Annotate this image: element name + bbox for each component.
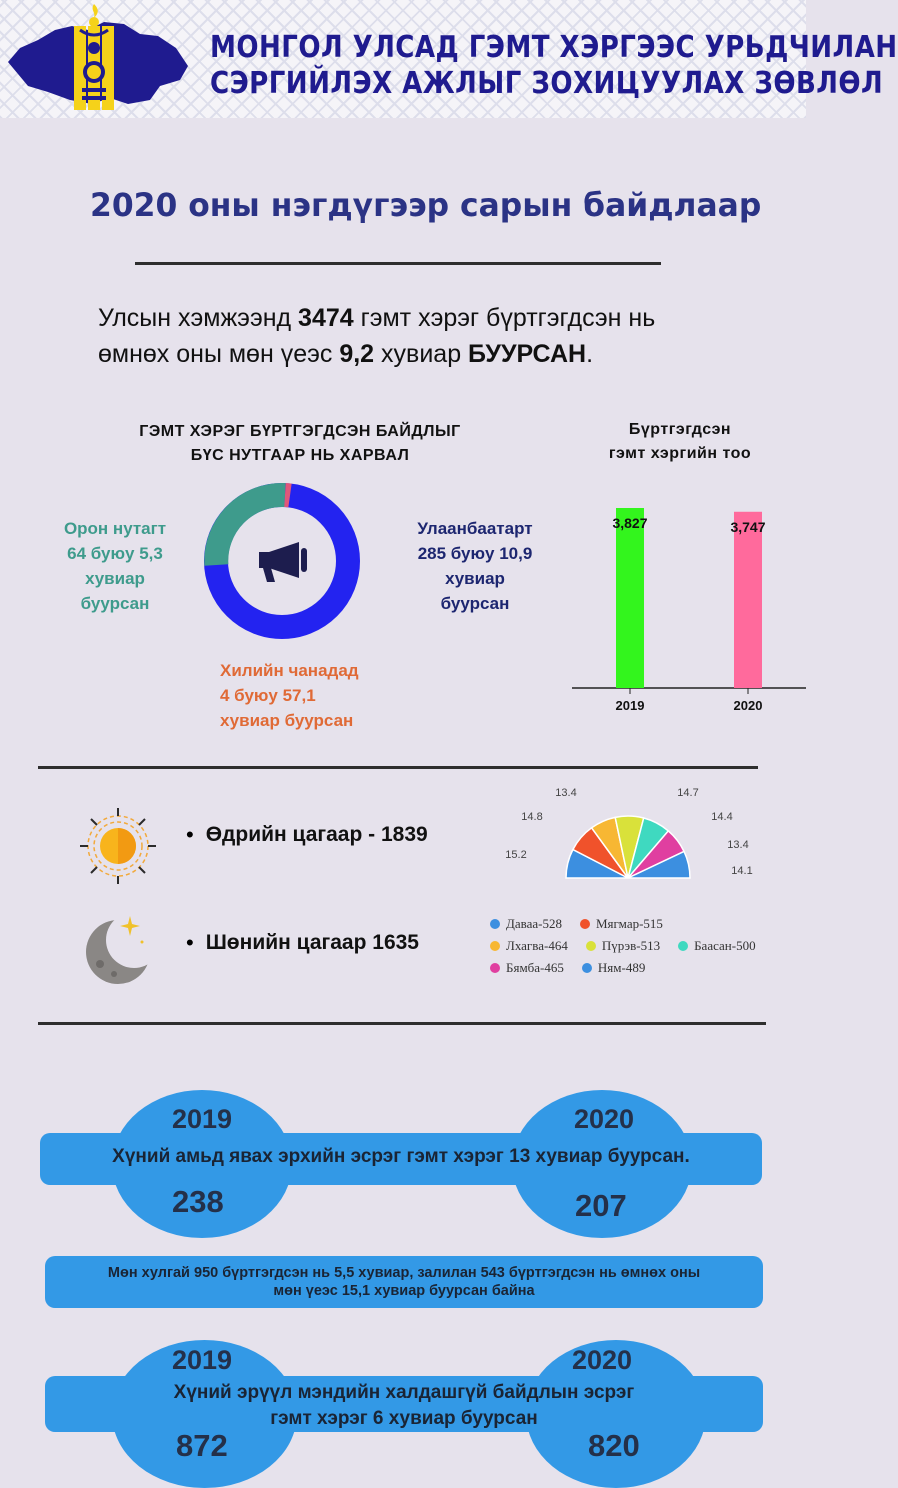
pie-label-Бямба: 13.4 [727,839,749,851]
moon-icon [80,912,162,990]
pie-label-Даваа: 15.2 [505,849,527,861]
pie-label-Мягмар: 14.8 [521,811,543,823]
divider [38,766,758,769]
comparison1-year-2020: 2020 [574,1104,635,1134]
legend-item-saturday: Бямба-465 [490,960,564,976]
night-crimes-label: Шөнийн цагаар 1635 [205,931,419,954]
rural-label: Орон нутагт 64 буюу 5,3 хувиар буурсан [63,519,167,613]
comparison2-value-2020: 820 [588,1428,640,1463]
bar-tick-label-2019: 2019 [615,698,645,713]
mongolia-emblem-logo [0,0,200,118]
legend-item-monday: Даваа-528 [490,916,562,932]
comparison2-value-2019: 872 [176,1428,228,1463]
bar-2020 [734,512,762,688]
registered-chart-title: Бүртгэгдсэн гэмт хэргийн тоо [608,421,752,462]
legend-item-thursday: Пүрэв-513 [586,938,660,954]
legend-item-friday: Баасан-500 [678,938,756,954]
ulaanbaatar-label: Улаанбаатарт 285 буюу 10,9 хувиар буурсан [417,519,533,613]
summary-text: Улсын хэмжээнд 3474 гэмт хэрэг бүртгэгдсэн нь өмнөх оны мөн үеэс 9,2 хувиар БУУРСАН. [98,304,656,368]
header-banner [0,0,898,118]
sun-icon [78,806,158,886]
report-date-title: 2020 оны нэгдүгээр сарын байдлаар [90,186,762,224]
pie-label-Лхагва: 13.4 [555,787,577,799]
donut-abroad-segment [285,495,290,496]
regional-donut-chart [205,478,359,644]
legend-item-sunday: Ням-489 [582,960,645,976]
comparison2-year-2019: 2019 [172,1345,233,1375]
abroad-label: Хилийн чанадад 4 буюу 57,1 хувиар буурсан [220,661,359,730]
day-crimes-label: Өдрийн цагаар - 1839 [205,823,428,846]
bar-tick-label-2020: 2020 [733,698,763,713]
bar-value-label-2020: 3,747 [730,518,766,535]
pie-label-Пүрэв: 14.7 [677,787,699,799]
divider [135,262,661,265]
weekday-legend [490,916,790,976]
comparison1-text: Хүний амьд явах эрхийн эсрэг гэмт хэрэг 13 хувиар буурсан. [112,1146,690,1167]
legend-item-wednesday: Лхагва-464 [490,938,568,954]
bar-value-label-2019: 3,827 [612,515,648,531]
comparison1-value-2019: 238 [172,1184,224,1219]
registered-bar-chart [570,490,806,720]
weekday-pie-chart [500,780,760,890]
night-crimes: • Шөнийн цагаар 1635 [186,930,419,955]
megaphone-icon [259,542,307,582]
pie-label-Баасан: 14.4 [711,811,733,823]
bar-2019 [616,508,644,688]
legend-item-tuesday: Мягмар-515 [580,916,663,932]
comparison2-text: Хүний эрүүл мэндийн халдашгүй байдлын эсрэг гэмт хэрэг 6 хувиар буурсан [173,1382,635,1429]
note-text: Мөн хулгай 950 бүртгэгдсэн нь 5,5 хувиар, залилан 543 бүртгэгдсэн нь өмнөх оны мөн үеэс 15,1 хувиар буурсан байна [107,1265,701,1299]
day-crimes: • Өдрийн цагаар - 1839 [186,822,428,847]
comparison1-value-2020: 207 [575,1188,627,1223]
divider [38,1022,766,1025]
comparison1-year-2019: 2019 [172,1104,233,1134]
council-title: МОНГОЛ УЛСАД ГЭМТ ХЭРГЭЭС УРЬДЧИЛАН СЭРГИЙЛЭХ АЖЛЫГ ЗОХИЦУУЛАХ ЗӨВЛӨЛ [210,30,898,101]
regional-section-title: ГЭМТ ХЭРЭГ БҮРТГЭГДСЭН БАЙДЛЫГ БҮС НУТГААР НЬ ХАРВАЛ [139,423,461,464]
pie-label-Ням: 14.1 [731,865,753,877]
comparison2-year-2020: 2020 [572,1345,633,1375]
